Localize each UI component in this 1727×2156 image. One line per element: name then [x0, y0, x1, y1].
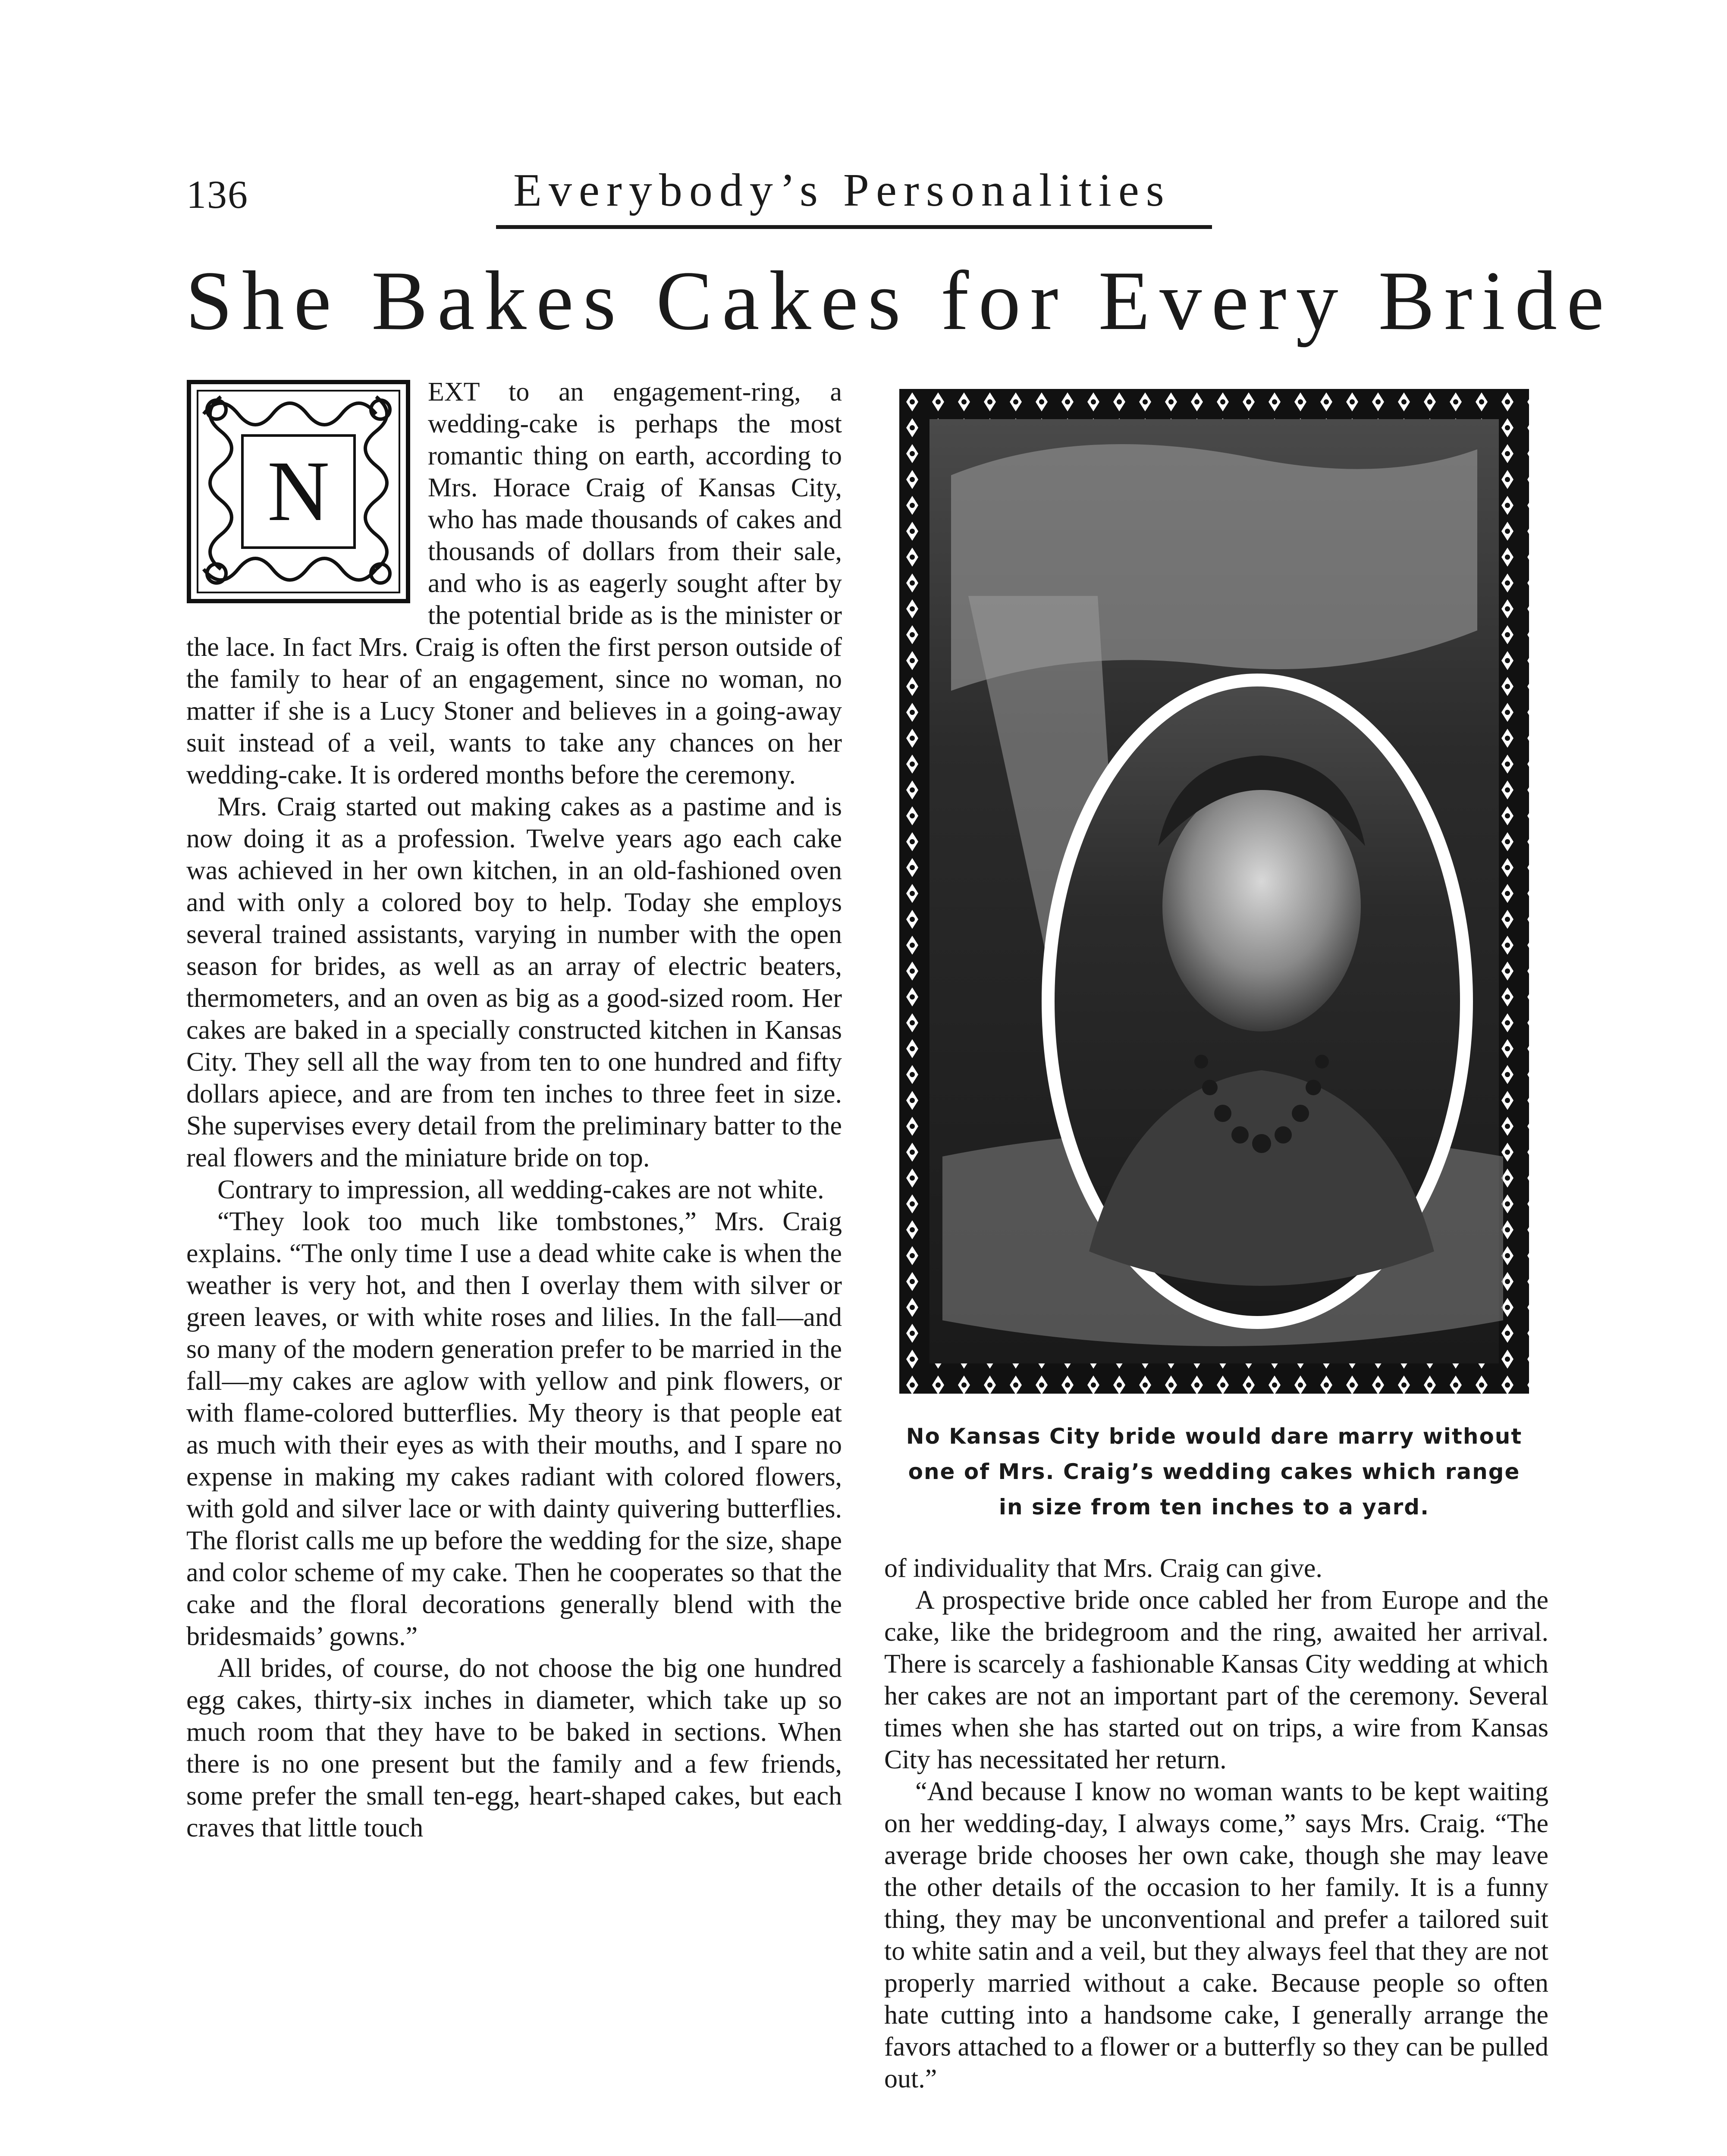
- left-column: [186, 376, 842, 1844]
- portrait-photo: [899, 389, 1529, 1394]
- paragraph: “And because I know no woman wants to be kept waiting on her wedding-day, I always come,” says Mrs. Craig. “The average bride chooses her own cake, though she may leave the other details of the occasion to her family. It is a funny thing, they may be unconventional and prefer a tailored suit to white satin and a veil, but they always feel that they are not properly married without a cake. Because people so often hate cutting into a handsome cake, I generally arrange the favors attached to a flower or a butterfly so they can be pulled out.”: [884, 1777, 1548, 2093]
- drop-cap-letter: N: [267, 444, 330, 539]
- paragraph: All brides, of course, do not choose the big one hundred egg cakes, thirty-six inches in diameter, which take up so much room that they have to be baked in sections. When there is no one present but the family and a few friends, some prefer the small ten-egg, heart-shaped cakes, but each craves that little touch: [186, 1654, 842, 1843]
- paragraph: A prospective bride once cabled her from Europe and the cake, like the bridegroom and the ring, awaited her arrival. There is scarcely a fashionable Kansas City wedding at which her cakes are not an important part of the ceremony. Several times when she has started out on trips, a wire from Kansas City has necessitated her return.: [884, 1586, 1548, 1774]
- page-number: 136: [186, 172, 248, 216]
- photo-caption: No Kansas City bride would dare marry without one of Mrs. Craig’s wedding cakes which range in size from ten inches to a yard.: [906, 1424, 1523, 1520]
- paragraph: “They look too much like tombstones,” Mrs. Craig explains. “The only time I use a dead white cake is when the weather is very hot, and then I overlay them with silver or green leaves, or with white roses and lilies. In the fall—and so many of the modern generation prefer to be married in the fall—my cakes are aglow with yellow and pink flowers, or with flame-colored butterflies. My theory is that people eat as much with their eyes as with their mouths, and I spare no expense in making my cakes radiant with colored flowers, with gold and silver lace or with dainty quivering butterflies. The florist calls me up before the wedding for the size, shape and color scheme of my cake. Then he cooperates so that the cake and the floral decorations generally blend with the bridesmaids’ gowns.”: [186, 1207, 842, 1651]
- header-rule: [496, 225, 1212, 229]
- paragraph: of individuality that Mrs. Craig can give.: [884, 1554, 1322, 1583]
- drop-cap: [186, 379, 411, 604]
- article-title: She Bakes Cakes for Every Bride: [185, 254, 1614, 348]
- paragraph: EXT to an engagement-ring, a wedding-cake is perhaps the most romantic thing on earth, according to Mrs. Horace Craig of Kansas City, who has made thousands of cakes and thousands of dollars from their sale, and who is as eagerly sought after by the potential bride as is the minister or the lace. In fact Mrs. Craig is often the first person outside of the family to hear of an engagement, since no woman, no matter if she is a Lucy Stoner and believes in a going-away suit instead of a veil, wants to take any chances on her wedding-cake. It is ordered months before the ceremony.: [186, 377, 842, 790]
- paragraph: Mrs. Craig started out making cakes as a pastime and is now doing it as a profession. Twelve years ago each cake was achieved in her own kitchen, in an old-fashioned oven and with only a colored boy to help. Today she employs several trained assistants, varying in number with the open season for brides, as well as an array of electric beaters, thermometers, and an oven as big as a good-sized room. Her cakes are baked in a specially constructed kitchen in Kansas City. They sell all the way from ten to one hundred and fifty dollars apiece, and are from ten inches to three feet in size. She supervises every detail from the preliminary batter to the real flowers and the miniature bride on top.: [186, 792, 842, 1172]
- right-column: [884, 1552, 1548, 2095]
- running-head: Everybody’s Personalities: [513, 165, 1171, 216]
- paragraph: Contrary to impression, all wedding-cakes are not white.: [217, 1175, 824, 1204]
- portrait-photo-icon: [899, 389, 1529, 1394]
